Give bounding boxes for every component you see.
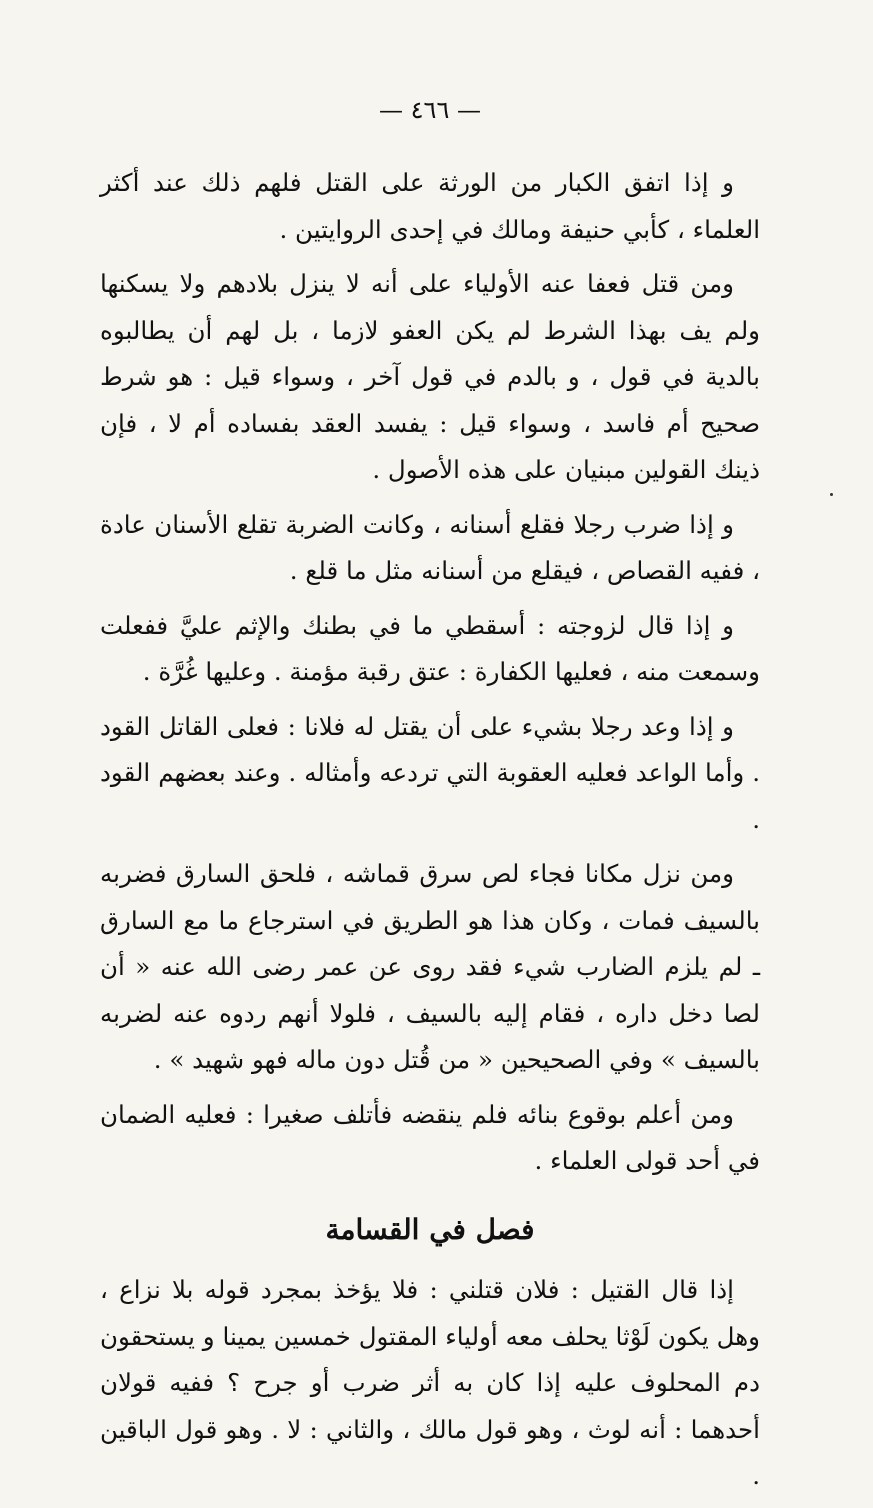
paragraph: ومن أعلم بوقوع بنائه فلم ينقضه فأتلف صغيرا : فعليه الضمان في أحد قولى العلماء . <box>100 1099 760 1175</box>
paragraph: و إذا اتفق الكبار من الورثة على القتل فلهم ذلك عند أكثر العلماء ، كأبي حنيفة ومالك في إحدى الروايتين . <box>100 168 760 244</box>
book-page <box>100 0 761 1490</box>
paragraph: ومن قتل فعفا عنه الأولياء على أنه لا ينزل بلادهم ولا يسكنها ولم يف بهذا الشرط لم يكن العفو لازما ، بل لهم أن يطالبوه بالدية في قول ، و بالدم في قول آخر ، وسواء قيل : هو شرط صحيح أم فاسد ، وسواء قيل : يفسد العقد بفساده أم لا ، فإن ذينك القولين مبنيان على هذه الأصول . <box>100 269 760 484</box>
section-heading: فصل في القسامة <box>325 1212 535 1246</box>
paragraph: ومن نزل مكانا فجاء لص سرق قماشه ، فلحق السارق فضربه بالسيف فمات ، وكان هذا هو الطريق في استرجاع ما مع السارق ـ لم يلزم الضارب شيء فقد روى عن عمر رضى الله عنه « أن لصا دخل داره ، فقام إليه بالسيف ، فلولا أنهم ردوه عنه لضربه بالسيف » وفي الصحيحين « من قُتل دون ماله فهو شهيد » . <box>100 859 760 1074</box>
page-body <box>100 160 760 1508</box>
paragraph: و إذا ضرب رجلا فقلع أسنانه ، وكانت الضربة تقلع الأسنان عادة ، ففيه القصاص ، فيقلع من أسنانه مثل ما قلع . <box>100 509 760 585</box>
paragraph: و إذا وعد رجلا بشيء على أن يقتل له فلانا : فعلى القاتل القود . وأما الواعد فعليه العقوبة التي تردعه وأمثاله . وعند بعضهم القود . <box>100 711 761 834</box>
scan-speck <box>830 493 833 496</box>
paragraph: و إذا قال لزوجته : أسقطي ما في بطنك والإثم عليَّ ففعلت وسمعت منه ، فعليها الكفارة : عتق رقبة مؤمنة . وعليها غُرَّة . <box>100 610 760 686</box>
page-number: — ٤٦٦ — <box>379 96 481 124</box>
section-paragraph: إذا قال القتيل : فلان قتلني : فلا يؤخذ بمجرد قوله بلا نزاع ، وهل يكون لَوْثا يحلف معه أولياء المقتول خمسين يمينا و يستحقون دم المحلوف عليه إذا كان به أثر ضرب أو جرح ؟ ففيه قولان أحدهما : أنه لوث ، وهو قول مالك ، والثاني : لا . وهو قول الباقين . <box>100 1275 760 1490</box>
